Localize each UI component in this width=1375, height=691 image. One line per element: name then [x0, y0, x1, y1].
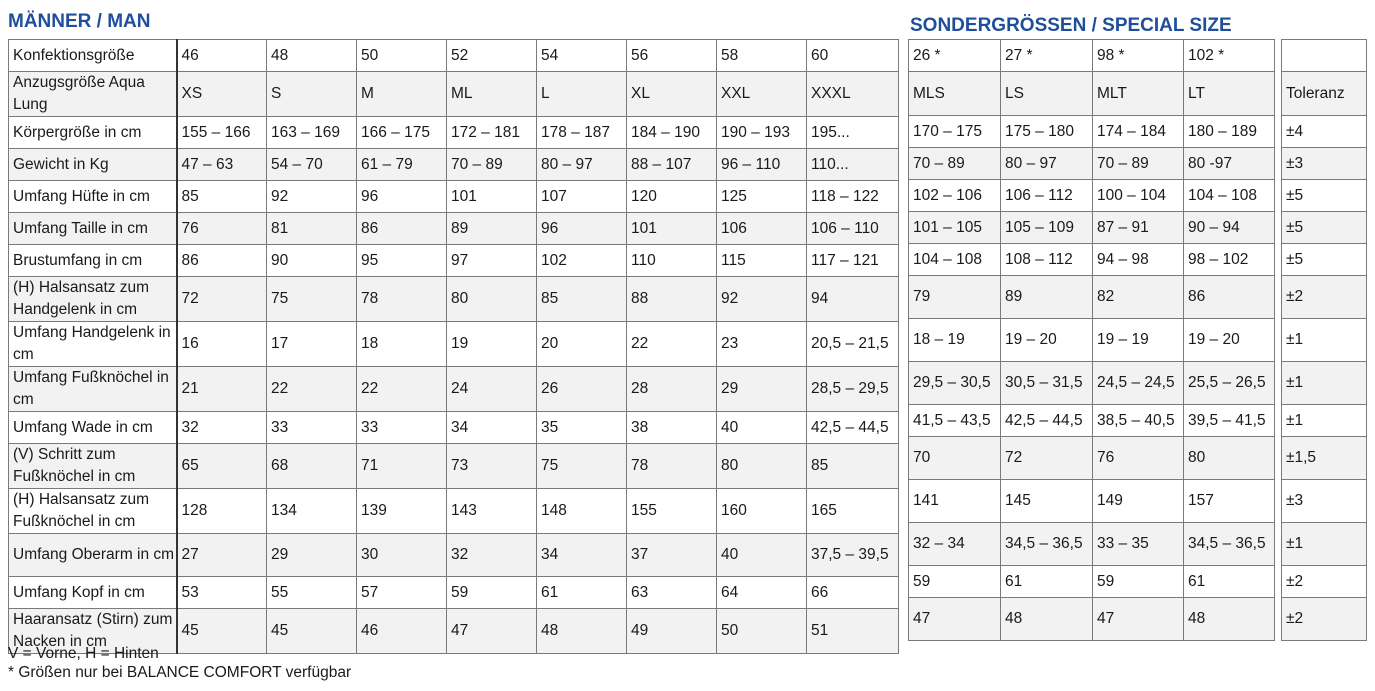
size-cell: 27 — [177, 534, 267, 577]
special-size-cell: 19 – 20 — [1184, 319, 1275, 362]
special-size-cell: 90 – 94 — [1184, 212, 1275, 244]
size-cell: 47 — [447, 609, 537, 654]
special-size-cell: 19 – 20 — [1001, 319, 1093, 362]
size-cell: 58 — [717, 40, 807, 72]
size-cell: 128 — [177, 489, 267, 534]
special-size-cell: 102 – 106 — [909, 180, 1001, 212]
table-row — [909, 244, 1275, 276]
special-size-cell: 79 — [909, 276, 1001, 319]
table-row — [909, 362, 1275, 405]
special-size-cell: 104 – 108 — [909, 244, 1001, 276]
table-row — [9, 322, 899, 367]
table-row — [1282, 362, 1367, 405]
special-size-cell: 30,5 – 31,5 — [1001, 362, 1093, 405]
size-cell: 68 — [267, 444, 357, 489]
special-size-cell: LS — [1001, 72, 1093, 116]
size-cell: 78 — [627, 444, 717, 489]
size-cell: 34 — [447, 412, 537, 444]
table-row — [1282, 212, 1367, 244]
special-size-cell: 34,5 – 36,5 — [1001, 523, 1093, 566]
size-cell: 55 — [267, 577, 357, 609]
row-label: Umfang Wade in cm — [9, 412, 177, 444]
tolerance-cell: ±3 — [1282, 480, 1367, 523]
size-cell: 46 — [357, 609, 447, 654]
size-cell: 76 — [177, 213, 267, 245]
size-cell: 65 — [177, 444, 267, 489]
table-row — [9, 577, 899, 609]
table-row — [9, 534, 899, 577]
table-row — [909, 480, 1275, 523]
table-row — [1282, 72, 1367, 116]
size-cell: 26 — [537, 367, 627, 412]
table-row — [909, 40, 1275, 72]
tolerance-cell: ±3 — [1282, 148, 1367, 180]
table-row — [909, 72, 1275, 116]
size-cell: 85 — [177, 181, 267, 213]
table-row — [9, 489, 899, 534]
table-row — [9, 213, 899, 245]
size-cell: 59 — [447, 577, 537, 609]
row-label: Umfang Hüfte in cm — [9, 181, 177, 213]
size-cell: 45 — [177, 609, 267, 654]
size-cell: 50 — [717, 609, 807, 654]
special-size-cell: 18 – 19 — [909, 319, 1001, 362]
size-cell: 37,5 – 39,5 — [807, 534, 899, 577]
size-cell: 134 — [267, 489, 357, 534]
table-row — [9, 117, 899, 149]
special-size-cell: 70 – 89 — [909, 148, 1001, 180]
tolerance-cell: ±2 — [1282, 598, 1367, 641]
special-size-cell: 70 – 89 — [1093, 148, 1184, 180]
size-cell: 53 — [177, 577, 267, 609]
row-label: Anzugsgröße Aqua Lung — [9, 72, 177, 117]
size-cell: 190 – 193 — [717, 117, 807, 149]
special-size-cell: 141 — [909, 480, 1001, 523]
size-cell: 96 — [537, 213, 627, 245]
size-cell: 178 – 187 — [537, 117, 627, 149]
table-row — [1282, 276, 1367, 319]
table-row — [909, 212, 1275, 244]
size-cell: 80 — [717, 444, 807, 489]
heading-special-size: SONDERGRÖSSEN / SPECIAL SIZE — [910, 15, 1232, 36]
special-size-cell: 108 – 112 — [1001, 244, 1093, 276]
row-label: Körpergröße in cm — [9, 117, 177, 149]
size-cell: M — [357, 72, 447, 117]
size-cell: XXXL — [807, 72, 899, 117]
table-row — [1282, 437, 1367, 480]
table-row — [9, 40, 899, 72]
special-size-cell: 34,5 – 36,5 — [1184, 523, 1275, 566]
table-row — [909, 116, 1275, 148]
size-cell: 57 — [357, 577, 447, 609]
special-size-cell: 104 – 108 — [1184, 180, 1275, 212]
size-cell: 30 — [357, 534, 447, 577]
size-cell: 80 – 97 — [537, 149, 627, 181]
special-size-cell: 39,5 – 41,5 — [1184, 405, 1275, 437]
size-cell: 71 — [357, 444, 447, 489]
tolerance-cell: Toleranz — [1282, 72, 1367, 116]
size-cell: 101 — [627, 213, 717, 245]
size-cell: XXL — [717, 72, 807, 117]
special-size-cell: 70 — [909, 437, 1001, 480]
special-size-cell: 38,5 – 40,5 — [1093, 405, 1184, 437]
size-cell: 64 — [717, 577, 807, 609]
size-cell: 54 – 70 — [267, 149, 357, 181]
size-cell: 115 — [717, 245, 807, 277]
special-size-cell: LT — [1184, 72, 1275, 116]
size-cell: 73 — [447, 444, 537, 489]
size-cell: 40 — [717, 412, 807, 444]
special-size-cell: 80 -97 — [1184, 148, 1275, 180]
special-size-cell: 24,5 – 24,5 — [1093, 362, 1184, 405]
size-cell: 45 — [267, 609, 357, 654]
size-cell: 28,5 – 29,5 — [807, 367, 899, 412]
size-cell: 90 — [267, 245, 357, 277]
size-cell: 22 — [267, 367, 357, 412]
size-cell: 96 – 110 — [717, 149, 807, 181]
row-label: Umfang Oberarm in cm — [9, 534, 177, 577]
size-table-special — [908, 39, 1275, 641]
row-label: Gewicht in Kg — [9, 149, 177, 181]
special-size-cell: 61 — [1184, 566, 1275, 598]
special-size-cell: 105 – 109 — [1001, 212, 1093, 244]
size-cell: 110 — [627, 245, 717, 277]
size-cell: 52 — [447, 40, 537, 72]
table-row — [909, 523, 1275, 566]
size-cell: 17 — [267, 322, 357, 367]
special-size-cell: 32 – 34 — [909, 523, 1001, 566]
tolerance-cell: ±1 — [1282, 319, 1367, 362]
row-label: (V) Schritt zum Fußknöchel in cm — [9, 444, 177, 489]
row-label: Umfang Fußknöchel in cm — [9, 367, 177, 412]
size-cell: 48 — [267, 40, 357, 72]
special-size-cell: 106 – 112 — [1001, 180, 1093, 212]
special-size-cell: 26 * — [909, 40, 1001, 72]
special-size-cell: 87 – 91 — [1093, 212, 1184, 244]
special-size-cell: 157 — [1184, 480, 1275, 523]
table-row — [1282, 598, 1367, 641]
special-size-cell: 82 — [1093, 276, 1184, 319]
size-cell: 85 — [807, 444, 899, 489]
special-size-cell: MLS — [909, 72, 1001, 116]
table-row — [909, 319, 1275, 362]
size-cell: 143 — [447, 489, 537, 534]
size-cell: 38 — [627, 412, 717, 444]
special-size-cell: 100 – 104 — [1093, 180, 1184, 212]
size-cell: 75 — [537, 444, 627, 489]
special-size-cell: 180 – 189 — [1184, 116, 1275, 148]
size-cell: 96 — [357, 181, 447, 213]
size-cell: 49 — [627, 609, 717, 654]
table-row — [909, 180, 1275, 212]
size-cell: 16 — [177, 322, 267, 367]
size-cell: 195... — [807, 117, 899, 149]
table-row — [1282, 116, 1367, 148]
special-size-cell: 174 – 184 — [1093, 116, 1184, 148]
special-size-cell: 59 — [1093, 566, 1184, 598]
size-cell: 23 — [717, 322, 807, 367]
table-row — [909, 276, 1275, 319]
size-cell: 139 — [357, 489, 447, 534]
tolerance-cell: ±4 — [1282, 116, 1367, 148]
size-cell: 37 — [627, 534, 717, 577]
special-size-cell: 175 – 180 — [1001, 116, 1093, 148]
special-size-cell: 102 * — [1184, 40, 1275, 72]
size-cell: 75 — [267, 277, 357, 322]
table-row — [909, 437, 1275, 480]
size-cell: 117 – 121 — [807, 245, 899, 277]
table-row — [9, 181, 899, 213]
tolerance-cell — [1282, 40, 1367, 72]
tolerance-cell: ±2 — [1282, 276, 1367, 319]
size-cell: 184 – 190 — [627, 117, 717, 149]
size-cell: 61 – 79 — [357, 149, 447, 181]
tolerance-table — [1281, 39, 1367, 641]
size-cell: 120 — [627, 181, 717, 213]
size-cell: 92 — [717, 277, 807, 322]
size-cell: 110... — [807, 149, 899, 181]
size-cell: 18 — [357, 322, 447, 367]
size-cell: 33 — [357, 412, 447, 444]
size-cell: 81 — [267, 213, 357, 245]
row-label: (H) Halsansatz zum Fußknöchel in cm — [9, 489, 177, 534]
table-row — [1282, 523, 1367, 566]
special-size-cell: 98 – 102 — [1184, 244, 1275, 276]
row-label: Umfang Taille in cm — [9, 213, 177, 245]
tolerance-cell: ±1 — [1282, 362, 1367, 405]
size-cell: 89 — [447, 213, 537, 245]
tolerance-cell: ±5 — [1282, 180, 1367, 212]
size-cell: 125 — [717, 181, 807, 213]
table-row — [909, 566, 1275, 598]
size-cell: 29 — [717, 367, 807, 412]
table-row — [9, 72, 899, 117]
size-cell: 50 — [357, 40, 447, 72]
size-cell: 163 – 169 — [267, 117, 357, 149]
size-cell: 29 — [267, 534, 357, 577]
row-label: (H) Halsansatz zum Handgelenk in cm — [9, 277, 177, 322]
table-row — [9, 277, 899, 322]
size-cell: 66 — [807, 577, 899, 609]
size-cell: 155 – 166 — [177, 117, 267, 149]
special-size-cell: 94 – 98 — [1093, 244, 1184, 276]
size-cell: 172 – 181 — [447, 117, 537, 149]
special-size-cell: 86 — [1184, 276, 1275, 319]
size-cell: 47 – 63 — [177, 149, 267, 181]
special-size-cell: 25,5 – 26,5 — [1184, 362, 1275, 405]
size-cell: 20 — [537, 322, 627, 367]
size-table-men — [8, 39, 899, 654]
size-cell: 24 — [447, 367, 537, 412]
size-cell: 86 — [177, 245, 267, 277]
special-size-cell: 80 – 97 — [1001, 148, 1093, 180]
size-cell: 97 — [447, 245, 537, 277]
size-cell: 46 — [177, 40, 267, 72]
size-cell: 102 — [537, 245, 627, 277]
size-cell: 106 — [717, 213, 807, 245]
table-row — [9, 245, 899, 277]
row-label: Konfektionsgröße — [9, 40, 177, 72]
size-cell: 95 — [357, 245, 447, 277]
row-label: Haaransatz (Stirn) zum Nacken in cm — [9, 609, 177, 654]
special-size-cell: 61 — [1001, 566, 1093, 598]
tolerance-cell: ±5 — [1282, 244, 1367, 276]
special-size-cell: 42,5 – 44,5 — [1001, 405, 1093, 437]
special-size-cell: 33 – 35 — [1093, 523, 1184, 566]
size-cell: L — [537, 72, 627, 117]
table-row — [1282, 244, 1367, 276]
special-size-cell: 72 — [1001, 437, 1093, 480]
special-size-cell: 41,5 – 43,5 — [909, 405, 1001, 437]
special-size-cell: 89 — [1001, 276, 1093, 319]
special-size-cell: 48 — [1184, 598, 1275, 641]
size-cell: 48 — [537, 609, 627, 654]
size-cell: 34 — [537, 534, 627, 577]
size-cell: 155 — [627, 489, 717, 534]
size-cell: 28 — [627, 367, 717, 412]
table-row — [1282, 40, 1367, 72]
footnote-availability: * Größen nur bei BALANCE COMFORT verfügbar — [8, 664, 352, 681]
tolerance-cell: ±1,5 — [1282, 437, 1367, 480]
tolerance-cell: ±2 — [1282, 566, 1367, 598]
size-cell: 35 — [537, 412, 627, 444]
size-cell: 42,5 – 44,5 — [807, 412, 899, 444]
size-cell: 148 — [537, 489, 627, 534]
table-row — [9, 149, 899, 181]
size-cell: 56 — [627, 40, 717, 72]
size-cell: 32 — [177, 412, 267, 444]
size-cell: 160 — [717, 489, 807, 534]
row-label: Umfang Kopf in cm — [9, 577, 177, 609]
size-cell: 33 — [267, 412, 357, 444]
size-cell: 32 — [447, 534, 537, 577]
table-row — [909, 405, 1275, 437]
size-cell: 20,5 – 21,5 — [807, 322, 899, 367]
size-cell: 106 – 110 — [807, 213, 899, 245]
special-size-cell: 27 * — [1001, 40, 1093, 72]
row-label: Umfang Handgelenk in cm — [9, 322, 177, 367]
size-cell: 40 — [717, 534, 807, 577]
special-size-cell: 149 — [1093, 480, 1184, 523]
size-cell: S — [267, 72, 357, 117]
size-cell: ML — [447, 72, 537, 117]
special-size-cell: 48 — [1001, 598, 1093, 641]
special-size-cell: 80 — [1184, 437, 1275, 480]
table-row — [9, 444, 899, 489]
size-cell: XL — [627, 72, 717, 117]
special-size-cell: 98 * — [1093, 40, 1184, 72]
table-row — [1282, 319, 1367, 362]
special-size-cell: 59 — [909, 566, 1001, 598]
size-cell: 101 — [447, 181, 537, 213]
size-cell: 166 – 175 — [357, 117, 447, 149]
size-cell: 107 — [537, 181, 627, 213]
table-row — [909, 148, 1275, 180]
size-cell: 60 — [807, 40, 899, 72]
size-cell: 70 – 89 — [447, 149, 537, 181]
table-row — [9, 367, 899, 412]
tolerance-cell: ±5 — [1282, 212, 1367, 244]
size-cell: 61 — [537, 577, 627, 609]
tolerance-cell: ±1 — [1282, 405, 1367, 437]
special-size-cell: 76 — [1093, 437, 1184, 480]
footnote-legend: V = Vorne, H = Hinten — [8, 645, 159, 662]
size-cell: 118 – 122 — [807, 181, 899, 213]
special-size-cell: 29,5 – 30,5 — [909, 362, 1001, 405]
size-cell: 19 — [447, 322, 537, 367]
special-size-cell: 170 – 175 — [909, 116, 1001, 148]
size-cell: 88 – 107 — [627, 149, 717, 181]
special-size-cell: 19 – 19 — [1093, 319, 1184, 362]
tolerance-cell: ±1 — [1282, 523, 1367, 566]
size-cell: 21 — [177, 367, 267, 412]
table-row — [909, 598, 1275, 641]
size-cell: 63 — [627, 577, 717, 609]
special-size-cell: 47 — [909, 598, 1001, 641]
table-row — [1282, 180, 1367, 212]
size-cell: 165 — [807, 489, 899, 534]
size-cell: 85 — [537, 277, 627, 322]
table-row — [1282, 566, 1367, 598]
size-cell: 78 — [357, 277, 447, 322]
size-cell: 51 — [807, 609, 899, 654]
size-cell: XS — [177, 72, 267, 117]
special-size-cell: MLT — [1093, 72, 1184, 116]
size-cell: 22 — [357, 367, 447, 412]
special-size-cell: 101 – 105 — [909, 212, 1001, 244]
special-size-cell: 145 — [1001, 480, 1093, 523]
table-row — [9, 412, 899, 444]
heading-men: MÄNNER / MAN — [8, 11, 151, 32]
size-cell: 88 — [627, 277, 717, 322]
size-cell: 72 — [177, 277, 267, 322]
row-label: Brustumfang in cm — [9, 245, 177, 277]
special-size-cell: 47 — [1093, 598, 1184, 641]
size-cell: 22 — [627, 322, 717, 367]
size-cell: 80 — [447, 277, 537, 322]
table-row — [1282, 405, 1367, 437]
size-cell: 54 — [537, 40, 627, 72]
footnotes — [8, 644, 351, 682]
table-row — [1282, 148, 1367, 180]
size-cell: 92 — [267, 181, 357, 213]
size-cell: 86 — [357, 213, 447, 245]
table-row — [1282, 480, 1367, 523]
size-cell: 94 — [807, 277, 899, 322]
